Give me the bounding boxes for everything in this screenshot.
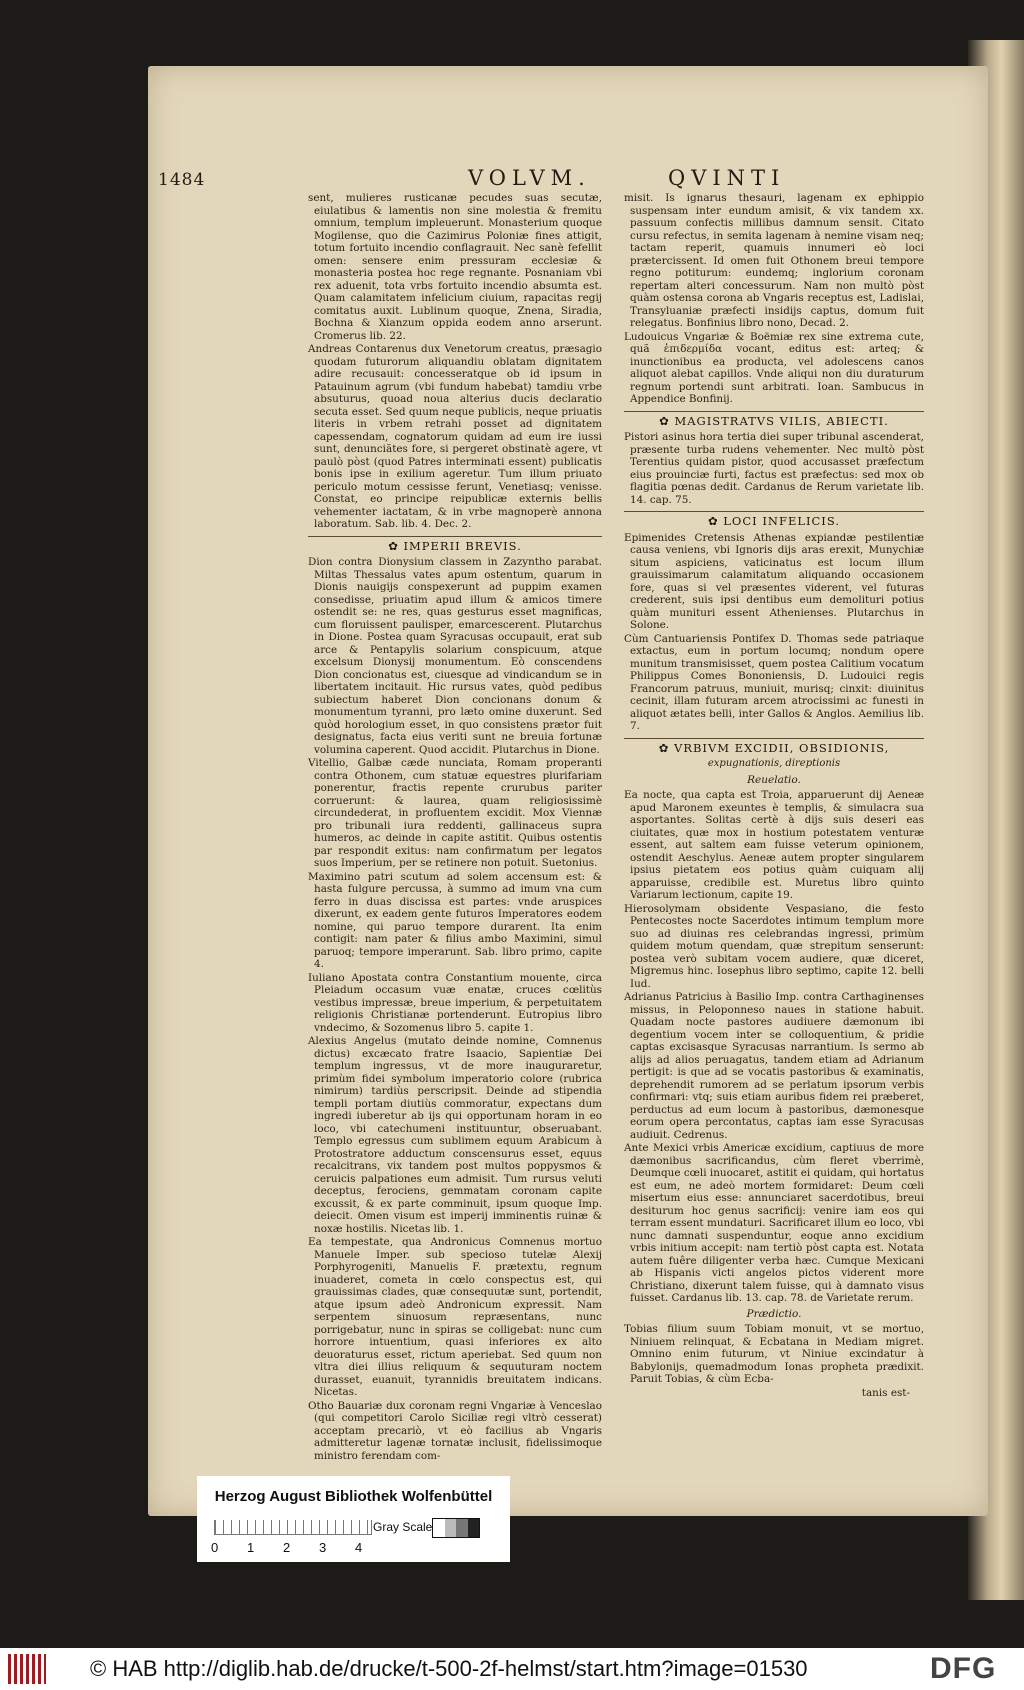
paragraph-dion: Dion contra Dionysium classem in Zazyntho parabat. Miltas Thessalus vates apum ostentum, quarum in Dionis nauigijs conspexerunt ad puppim examen consedisse, priuatim apud illum & amicos timere ostendit se: ne res, quas gesturus esset magnificas, cum floruissent paulisper, emarcescerent. Plutarchus in Dione. Postea quam Syracusas occupauit, erat sub arce & Pentapylis solarium conspicuum, atque excelsum Dionysij monumentum. Eò conscendens Dion concionatus est, ciuesque ad vindicandum se in libertatem incitauit. Hic rursus vates, quòd pedibus subiectum haberet Dion concionans donum & monumentum tyranni, pro læto omine duxerunt. Sed quòd horologium esset, in quo consistens prætor fuit designatus, facta eius veriti sunt ne breuia fortunæ volumina caperent. Quod accidit. Plutarchus in Dione. (308, 556, 602, 756)
paragraph-iuliano: Iuliano Apostata contra Constantium mouente, circa Pleiadum occasum vuæ enatæ, cruces cœlitùs vestibus impressæ, breue imperium, & perpetuitatem religionis Christianæ portenderunt. Eutropius libro vndecimo, & Sozomenus libro 5. capite 1. (308, 971, 602, 1034)
footer-url[interactable]: © HAB http://diglib.hab.de/drucke/t-500-2f-helmst/start.htm?image=01530 (90, 1656, 808, 1681)
section-heading-imperii: ✿ IMPERII BREVIS. (388, 538, 522, 553)
paragraph-misit: misit. Is ignarus thesauri, lagenam ex ephippio suspensam inter eundum amisit, & vix tandem xx. passuum confectis millibus damnum sensit. Citato cursu refectus, in semita lagenam à nemine visam neq; tactam reperit, quamuis innumeri eò loci prætercissent. Id omen fuit Othonem breui tempore regno potiturum: eundemq; inglorium coronam repertam alteri concessurum. Nam non multò pòst quàm ostensa corona ab Vngaris receptus est, Ladislai, Transyluaniæ præfecti insidijs captus, domum fuit relegatus. Bonfinius libro nono, Decad. 2. (624, 192, 924, 329)
section-rule (624, 511, 924, 512)
right-column (624, 192, 924, 1399)
catchword: tanis est- (861, 1386, 910, 1399)
ruler-tick-1: 1 (247, 1540, 255, 1555)
section-subheading-vrbium: expugnationis, direptionis (707, 758, 841, 769)
paragraph-mexici: Ante Mexici vrbis Americæ excidium, captiuus de more dæmonibus sacrificandus, cùm fleret vberrimè, Deumque cœli inuocaret, astitit ei quidam, qui hortatus est eum, ne adeò mortem formidaret: Deum cœli misertum eius esse: annunciaret sacerdotibus, breui desiturum hoc genus sacrificij: venire iam eos qui terram essent mundaturi. Sacrificaret illum eo loco, vbi nunc damnati suspenduntur, eoque anno excidium vrbis initium accepit: nam tertiò pòst capta est. Notata autem fuêre diligenter verba hæc. Cumque Mexicani ab Hispanis victi angelos pictos viderent more Christiano, dixerunt talem fuisse, qui à damnato visus fuisset. Cardanus lib. 13. cap. 78. de Varietate rerum. (624, 1142, 924, 1304)
paragraph-vitellio: Vitellio, Galbæ cæde nunciata, Romam properanti contra Othonem, cum statuæ equestres plurifariam ponerentur, fractis repente crurubus pariter corruerunt: & laurea, quam religiosissimè circundederat, in profluentem excidit. Mox Viennæ pro tribunali iura reddenti, gallinaceus supra humeros, ac deinde in capite astitit. Quibus ostentis par respondit exitus: nam confirmatum per legatos suos Imperium, per se retinere non potuit. Suetonius. (308, 757, 602, 869)
paragraph-ludouicus: Ludouicus Vngariæ & Boëmiæ rex sine extrema cute, quã ἐπιδερμίδα vocant, editus est: arteq; & inunctionibus ea producta, vel adolescens canos aliquot alebat capillos. Vnde aliqui non diu duraturum regnum portendi sunt arbitrati. Ioan. Sambucus in Appendice Bonfinij. (624, 330, 924, 405)
gray-scale-label: Gray Scale (373, 1520, 433, 1534)
paragraph-contarenus: Andreas Contarenus dux Venetorum creatus, præsagio quodam futurorum aliquandiu oblatam dignitatem adire recusauit: concesseratque ob id ipsum in Patauinum agrum (vbi fundum habebat) tamdiu vrbe absuturus, quoad noua alterius ducis declaratio secuta esset. Sed quum neque publicis, neque priuatis literis in vrbem retrahi posset ad dignitatem capessendam, cognatorum quidam ad eum ire iussi sunt, denunciãtes fore, si pergeret obstinatè agere, vt paulò pòst (quod Patres interminati essent) publicatis bonis ipse in exilium ageretur. Tum illum priuato periculo motum cessisse ferunt, Venetiasq; venisse. Constat, eo principe reipublicæ externis bellis vehementer iactatam, & in vrbe magnoperè annona laboratum. Sab. lib. 4. Dec. 2. (308, 343, 602, 530)
dfg-logo: DFG (930, 1652, 997, 1685)
library-color-label (197, 1476, 510, 1562)
section-rule (308, 536, 602, 537)
paragraph-troia: Ea nocte, qua capta est Troia, apparuerunt dij Aeneæ apud Maronem exeuntes è templis, & simulacra sua asportantes. Solitas certè à dijs suis deseri eas ciuitates, quæ mox in hostium potestatem venturæ essent, aut saltem eam fuisse veterum opinionem, ostendit Aeschylus. Aeneæ autem propter singularem ipsius pietatem eos potius quàm cuiquam alij apparuisse, credibile est. Muretus libro quinto Variarum lectionum, capite 19. (624, 789, 924, 901)
paragraph-adrianus: Adrianus Patricius à Basilio Imp. contra Carthaginenses missus, in Peloponneso naues in statione habuit. Quadam nocte pastores audiuere dæmonum ibi degentium vocem inter se colloquentium, & pridie captas excisasque Syracusas narrantium. Is sermo ab alijs ad alios peruagatus, tandem etiam ad Adrianum pertigit: is que ad se vocatis pastoribus & examinatis, deprehendit rumorem ad se perlatum ipsorum verbis confirmari: vtq; suis etiam auribus fidem rei præberet, perductus ad eum locum à pastoribus, dæmonesque eorum opera percontatus, captas iam esse Syracusas audiuit. Cedrenus. (624, 991, 924, 1141)
paragraph-otho: Otho Bauariæ dux coronam regni Vngariæ à Venceslao (qui competitori Carolo Siciliæ regi vltrò cesserat) acceptam precariò, vt eò facilius ab Vngaris admitteretur lagenæ tornatæ inclusit, fidelissimoque ministro ferendam com- (308, 1399, 602, 1462)
running-head-part: QVINTI (668, 166, 786, 190)
ruler-tick-3: 3 (319, 1540, 327, 1555)
library-name: Herzog August Bibliothek Wolfenbüttel (214, 1488, 493, 1505)
section-heading-vrbium: ✿ VRBIVM EXCIDII, OBSIDIONIS, (658, 740, 890, 755)
page-number: 1484 (158, 170, 206, 190)
hab-logo-icon (8, 1654, 46, 1684)
section-heading-magistratus: ✿ MAGISTRATVS VILIS, ABIECTI. (659, 413, 889, 428)
paragraph-hierosolymam: Hierosolymam obsidente Vespasiano, die festo Pentecostes nocte Sacerdotes intimum templum more suo ad diuinas res celebrandas ingressi, primùm quidem motum quendam, quæ strepitum senserunt: postea verò subitam vocem audiere, quæ diceret, Migremus hinc. Iosephus libro septimo, capite 12. belli Iud. (624, 902, 924, 990)
paragraph-cantuariensis: Cùm Cantuariensis Pontifex D. Thomas sede patriaque extactus, eum in portum locumq; nondum opere munitum transmisisset, quem postea Calitium vocatum Philippus Comes Bononiensis, D. Ludouici regis Francorum patruus, muniuit, murisq; cinxit: diuinitus cecinit, illam futuram arcem atrocissimi ac funesti in aliquot ætates belli, inter Gallos & Anglos. Aemilius lib. 7. (624, 632, 924, 732)
running-head-volume: VOLVM. (468, 166, 591, 190)
paragraph-intro: sent, mulieres rusticanæ pecudes suas secutæ, eiulatibus & lamentis non sine molestia & fremitu omnium, templum impleuerunt. Monasterium quoque Mogilense, quo die Cazimirus Poloniæ fines attigit, totum fortuito incendio conflagrauit. Nec sanè fefellit omen: sensere enim pressuram ecclesiæ & monasteria postea hoc rege regnante. Posnaniam vbi rex aduenit, tota vrbs fortuito incendio absumta est. Quam calamitatem infelicium ciuium, rapacitas regij comitatus auxit. Lublinum quoque, Znena, Siradia, Bochna & Xianzum oppida eodem anno arserunt. Cromerus lib. 22. (308, 192, 602, 342)
paragraph-epimenides: Epimenides Cretensis Athenas expiandæ pestilentiæ causa veniens, vbi Ignoris dijs aras erexit, Munychiæ situm aspiciens, vaticinatus est locum illum grauissimarum calamitatum aliquando occasionem fore, quas si vel præsentes viderent, vel futuras crederent, suis ipsi dentibus eum demolituri potius quàm munituri essent Athenienses. Plutarchus in Solone. (624, 531, 924, 631)
paragraph-tobias: Tobias filium suum Tobiam monuit, vt se mortuo, Niniuem relinquat, & Ecbatana in Mediam migret. Omnino enim futurum, vt Niniue excindatur à Babylonijs, quemadmodum Ionas propheta prædixit. Paruit Tobias, & cùm Ecba- (624, 1323, 924, 1385)
subheading-praedictio: Prædictio. (746, 1307, 802, 1320)
gray-scale-swatches (432, 1518, 480, 1538)
book-page (148, 66, 988, 1516)
ruler-tick-0: 0 (211, 1540, 219, 1555)
ruler-tick-2: 2 (283, 1540, 291, 1555)
subheading-reuelatio: Reuelatio. (747, 773, 801, 786)
section-rule (624, 411, 924, 412)
section-rule (624, 738, 924, 739)
ruler-tick-4: 4 (355, 1540, 363, 1555)
scale-ruler (214, 1520, 372, 1535)
paragraph-pistori: Pistori asinus hora tertia diei super tribunal ascenderat, præsente turba rudens vehementer. Nec multò pòst Terentius quidam pistor, quod accusasset præfectum eius prouinciæ furti, factus est præfectus: sed mox ob flagitia pœnas dedit. Cardanus de Rerum varietate lib. 14. cap. 75. (624, 431, 924, 506)
paragraph-alexius: Alexius Angelus (mutato deinde nomine, Comnenus dictus) excæcato fratre Isaacio, Sapientiæ Dei templum ingressus, vt de more inauguraretur, primùm fidei symbolum imperatorio colore (rubrica nimirum) tardiùs perscripsit. Deinde ad stipendia templi portam diutiùs commoratur, expectans dum ingredi iuberetur ab ijs qui opportunam horam in eo loco, vbi catechumeni instituuntur, obseruabant. Templo egressus cum sublimem equum Arabicum à Protostratore adductum conscensurus esset, equus recalcitrans, vix tandem post multos poppysmos & ceruicis palpationes eum admisit. Tum rursus veluti deceptus, ferociens, gemmatam coronam capite excussit, & ex parte comminuit, ipsum quoque Imp. deiecit. Omen visum est imperij imminentis ruinæ & noxæ hostilis. Nicetas lib. 1. (308, 1035, 602, 1235)
left-column (308, 192, 602, 1463)
paragraph-maximino: Maximino patri scutum ad solem accensum est: & hasta fulgure percussa, à summo ad imum vna cum ferro in duas discissa est partes: vnde aruspices dixerunt, ex eadem gente futuros Imperatores eodem nomine, qui paruo tempore durarent. Ita enim contigit: nam pater & filius ambo Maximini, simul paruoq; tempore imperarunt. Sab. libro primo, capite 4. (308, 870, 602, 970)
paragraph-andronicus: Ea tempestate, qua Andronicus Comnenus mortuo Manuele Imper. sub specioso tutelæ Alexij Porphyrogeniti, Manuelis F. prætextu, regnum inuaderet, cometa in cœlo conspectus est, qui grauissimas clades, quæ consequutæ sunt, portendit, atque ipsum adeò Andronicum expressit. Nam serpentem sinuosum repræsentans, nunc porrigebatur, nunc in spiras se colligebat: nunc cum horrore intuentium, quasi inferiores ex alto deuoraturus esset, rictum aperiebat. Sed quum non vltra diei illius reliquum & sequuturam noctem durasset, euanuit, tyrannidis breuitatem indicans. Nicetas. (308, 1236, 602, 1398)
section-heading-loci: ✿ LOCI INFELICIS. (708, 514, 840, 528)
footer-bar (0, 1648, 1024, 1690)
